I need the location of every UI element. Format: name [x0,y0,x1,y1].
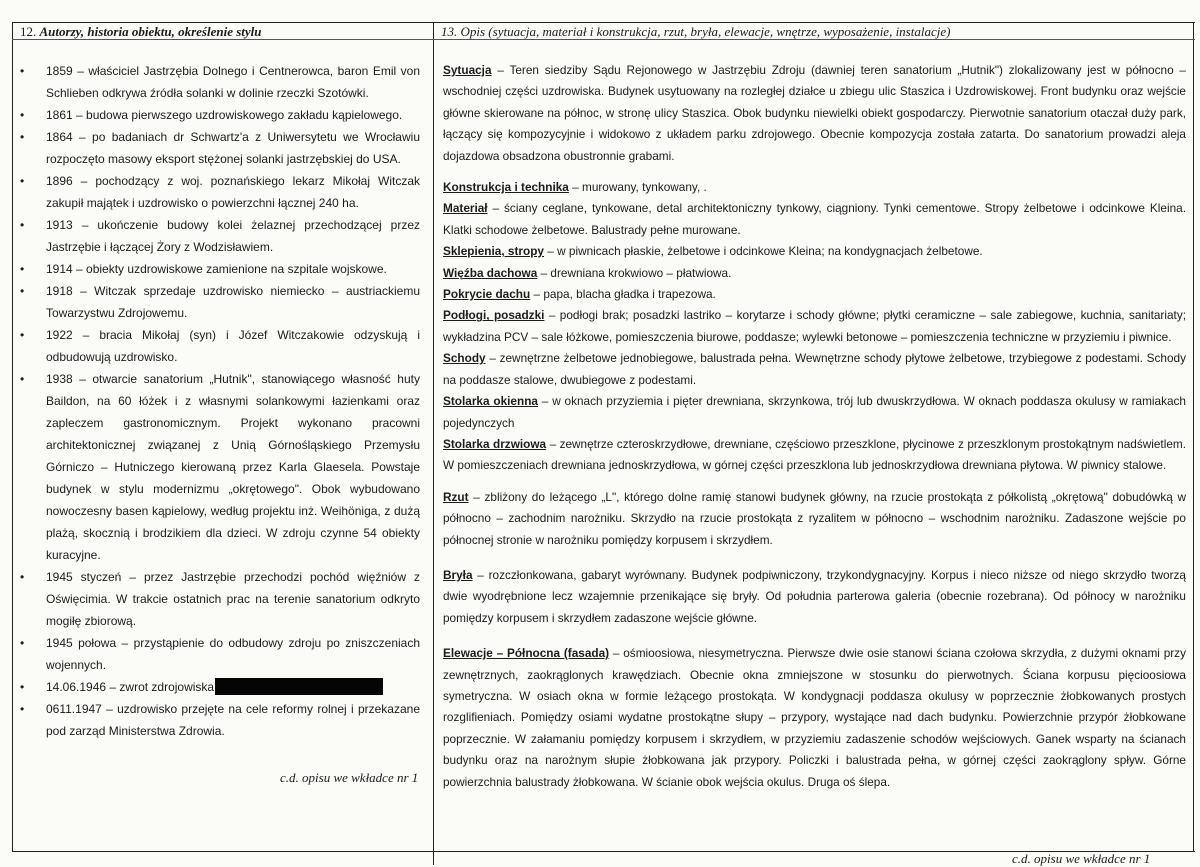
history-list [20,60,420,742]
section-bryla [443,565,1186,629]
section-stolarka-drzwiowa [443,434,1186,477]
section-pokrycie [443,284,1186,305]
left-section-header [20,24,262,40]
column-divider [433,22,434,865]
history-item: • 1945 połowa – przystąpienie do odbudowy zdroju po zniszczeniach wojennych. [20,632,420,676]
left-border [12,22,13,852]
right-section-number: 13. [441,24,458,39]
section-text: – drewniana krokwiowo – płatwiowa. [537,265,732,280]
section-label: Więźba dachowa [443,265,538,280]
right-section-header [441,24,950,40]
section-wiezba [443,263,1186,284]
history-column [20,60,420,742]
history-item: • 1859 – właściciel Jastrzębia Dolnego i Centnerowca, baron Emil von Schlieben odkrywa źródła solanki w dolinie rzeczki Szotówki. [20,60,420,104]
section-label: Konstrukcja i technika [443,180,569,195]
section-text: – zbliżony do leżącego „L", którego dolne ramię stanowi budynek główny, na rzucie prostokąta z półkolistą „okrętową" dobudówką w północno – zachodnim narożniku. Skrzydło na rzucie prostokąta z ryzalitem w północno – wschodnim narożniku. Zadaszone wejście po północnej stronie w narożniku pomiędzy korpusem i skrzydłem. [443,489,1186,547]
history-item: • 1896 – pochodzący z woj. poznańskiego lekarz Mikołaj Witczak zakupił majątek i uzdrowisko o powierzchni łącznej 240 ha. [20,170,420,214]
section-text: – podłogi brak; posadzki lastriko – korytarze i schody główne; płytki ceramiczne – sale zabiegowe, kuchnia, sanitariaty; wykładzina PCV – sale łóżkowe, pomieszczenia biurowe, poddasze; wylewki betonowe – pomieszczenia techniczne w przyziemiu i piwnice. [443,308,1186,344]
section-material [443,198,1186,241]
left-continuation-note: c.d. opisu we wkładce nr 1 [280,770,419,785]
section-label: Schody [443,351,486,366]
section-sklepienia [443,241,1186,262]
section-text: – rozczłonkowana, gabaryt wyrównany. Budynek podpiwniczony, trzykondygnacyjny. Korpus i nieco niższe od niego skrzydło tworzą dwie wyodrębnione lecz wzajemnie przenikające się bryły. Od południa parterowa galeria (obecnie rozebrana). Od północy w narożniku pomiędzy korpusem i skrzydłem zadaszone wejście główne. [443,567,1186,625]
section-text: – papa, blacha gładka i trapezowa. [530,287,716,302]
section-text: – Teren siedziby Sądu Rejonowego w Jastrzębiu Zdroju (dawniej teren sanatorium „Hutnik") zlokalizowany jest w północno – wschodniej części uzdrowiska. Budynek usytuowany na rozległej działce u zbiegu ulic Staszica i Uzdrowiskowej. Front budynku oraz wejście główne skierowane na północ, w stronę ulicy Staszica. Obok budynku niewielki obiekt gospodarczy. Pierwotnie sanatorium otaczał duży park, łączący się kompozycyjnie i widokowo z układem parku zdrojowego. Obecnie kompozycja została zatarta. Do sanatorium prowadzi aleja dojazdowa obsadzona obustronnie grabami. [443,63,1186,163]
section-text: – murowany, tynkowany, . [568,180,707,195]
history-item: • 1945 styczeń – przez Jastrzębie przechodzi pochód więźniów z Oświęcimia. W trakcie ostatnich prac na terenie sanatorium odkryto mogiłę zbiorową. [20,566,420,632]
section-label: Podłogi, posadzki [443,308,545,323]
section-label: Sytuacja [443,63,492,77]
history-item-text: 14.06.1946 – zwrot zdrojowiska [46,680,215,694]
history-item: • 1918 – Witczak sprzedaje uzdrowisko niemiecko – austriackiemu Towarzystwu Zdrojowemu. [20,280,420,324]
section-label: Elewacje – Północna (fasada) [443,646,610,661]
section-konstrukcja [443,177,1186,198]
history-item-redacted [20,676,420,698]
redaction-bar [215,678,383,695]
history-item: • 1861 – budowa pierwszego uzdrowiskowego zakładu kąpielowego. [20,104,420,126]
section-label: Pokrycie dachu [443,287,531,302]
section-schody [443,348,1186,391]
history-item: • 1938 – otwarcie sanatorium „Hutnik", stanowiącego własność huty Baildon, na 60 łóżek i z własnymi solankowymi łazienkami oraz zapleczem gastronomicznym. Projekt wykonano pracowni architektonicznej związanej z Unią Górnośląskiego Przemysłu Górniczo – Hutniczego kierowaną przez Karla Glaesela. Powstaje budynek w stylu modernizmu „okrętowego". Obok wybudowano nowoczesny basen kąpielowy, według projektu inż. Weihöniga, z dużą plażą, skocznią i brodzikiem dla dzieci. W zdroju czynne 54 obiekty kuracyjne. [20,368,420,566]
history-item: • 1922 – bracia Mikołaj (syn) i Józef Witczakowie odzyskują i odbudowują uzdrowisko. [20,324,420,368]
section-label: Rzut [443,489,469,504]
section-text: – ośmioosiowa, niesymetryczna. Pierwsze dwie osie stanowi ściana czołowa skrzydła, z dużymi oknami przy zewnętrznych, zaokrąglonych krawędziach. Obecnie okna zmniejszone w stosunku do pierwotnych. Ściana korpusu pięcioosiowa symetryczna. W osiach okna w formie leżącego prostokąta. W kondygnacji poddasza okulusy w poprzecznie żłobkowanych prostych rozglifieniach. Pomiędzy osiami wydatne prostokątne słupy – przypory, wystające nad dach budynku. Powierzchnie przypór żłobkowane poprzecznie. W załamaniu pomiędzy korpusem i skrzydłem, w przyziemiu zadaszenie schodów wejściowych. Ganek wsparty na ścianach budynku oraz na narożnym słupie żłobkowana jak przypory. Policzki i balustrada pełna, w górnej części zaokrąglony spływ. Górne powierzchnia balustrady żłobkowana. W ścianie obok wejścia okulus. Druga oś ślepa. [443,646,1186,789]
section-text: – w oknach przyziemia i pięter drewniana, skrzynkowa, trój lub dwuskrzydłowa. W oknach poddasza okulusy w ramiakach pojedynczych [443,394,1186,430]
section-label: Stolarka drzwiowa [443,436,547,451]
history-item: • 1913 – ukończenie budowy kolei żelaznej przechodzącej przez Jastrzębie i łączącej Żory z Wodzisławiem. [20,214,420,258]
right-section-title: Opis (sytuacja, materiał i konstrukcja, rzut, bryła, elewacje, wnętrze, wyposażenie, instalacje) [460,24,951,39]
section-stolarka-okienna [443,391,1186,434]
history-item: • 1864 – po badaniach dr Schwartz'a z Uniwersytetu we Wrocławiu rozpoczęto masowy eksport stężonej solanki jastrzębskiej do USA. [20,126,420,170]
section-podlogi [443,305,1186,348]
left-section-number: 12. [20,24,37,39]
right-border [1193,22,1194,852]
history-item: • 1914 – obiekty uzdrowiskowe zamienione na szpitale wojskowe. [20,258,420,280]
section-text: – ściany ceglane, tynkowane, detal architektoniczny tynkowy, ciągniony. Tynki cementowe. Stropy żelbetowe i odcinkowe Kleina. Klatki schodowe żelbetowe. Balustrady pełne murowane. [443,201,1186,237]
section-sytuacja [443,60,1186,167]
section-text: – zewnętrzne żelbetowe jednobiegowe, balustrada pełna. Wewnętrzne schody płytowe żelbetowe, trzybiegowe z podestami. Schody na poddasze stalowe, dwubiegowe z podestami. [443,351,1186,387]
section-label: Sklepienia, stropy [443,244,544,259]
right-continuation-note: c.d. opisu we wkładce nr 1 [1012,851,1151,866]
section-elewacje [443,643,1186,793]
section-label: Bryła [443,567,473,582]
section-text: – w piwnicach płaskie, żelbetowe i odcinkowe Kleina; na kondygnacjach żelbetowe. [543,244,983,259]
section-label: Stolarka okienna [443,394,538,409]
section-rzut [443,487,1186,551]
section-text: – zewnętrze czteroskrzydłowe, drewniane, częściowo przeszklone, płycinowe z przeszklonym prostokątnym nadświetlem. W pomieszczeniach drewniana jednoskrzydłowa, w górnej części przeszklona lub jednoskrzydłowa drewniana płytowa. W piwnicy stalowe. [443,436,1186,473]
description-column [443,60,1186,793]
history-item: • 0611.1947 – uzdrowisko przejęte na cele reformy rolnej i przekazane pod zarząd Ministerstwa Zdrowia. [20,698,420,742]
left-section-title: Autorzy, historia obiektu, określenie stylu [39,24,262,39]
section-label: Materiał [443,201,488,216]
